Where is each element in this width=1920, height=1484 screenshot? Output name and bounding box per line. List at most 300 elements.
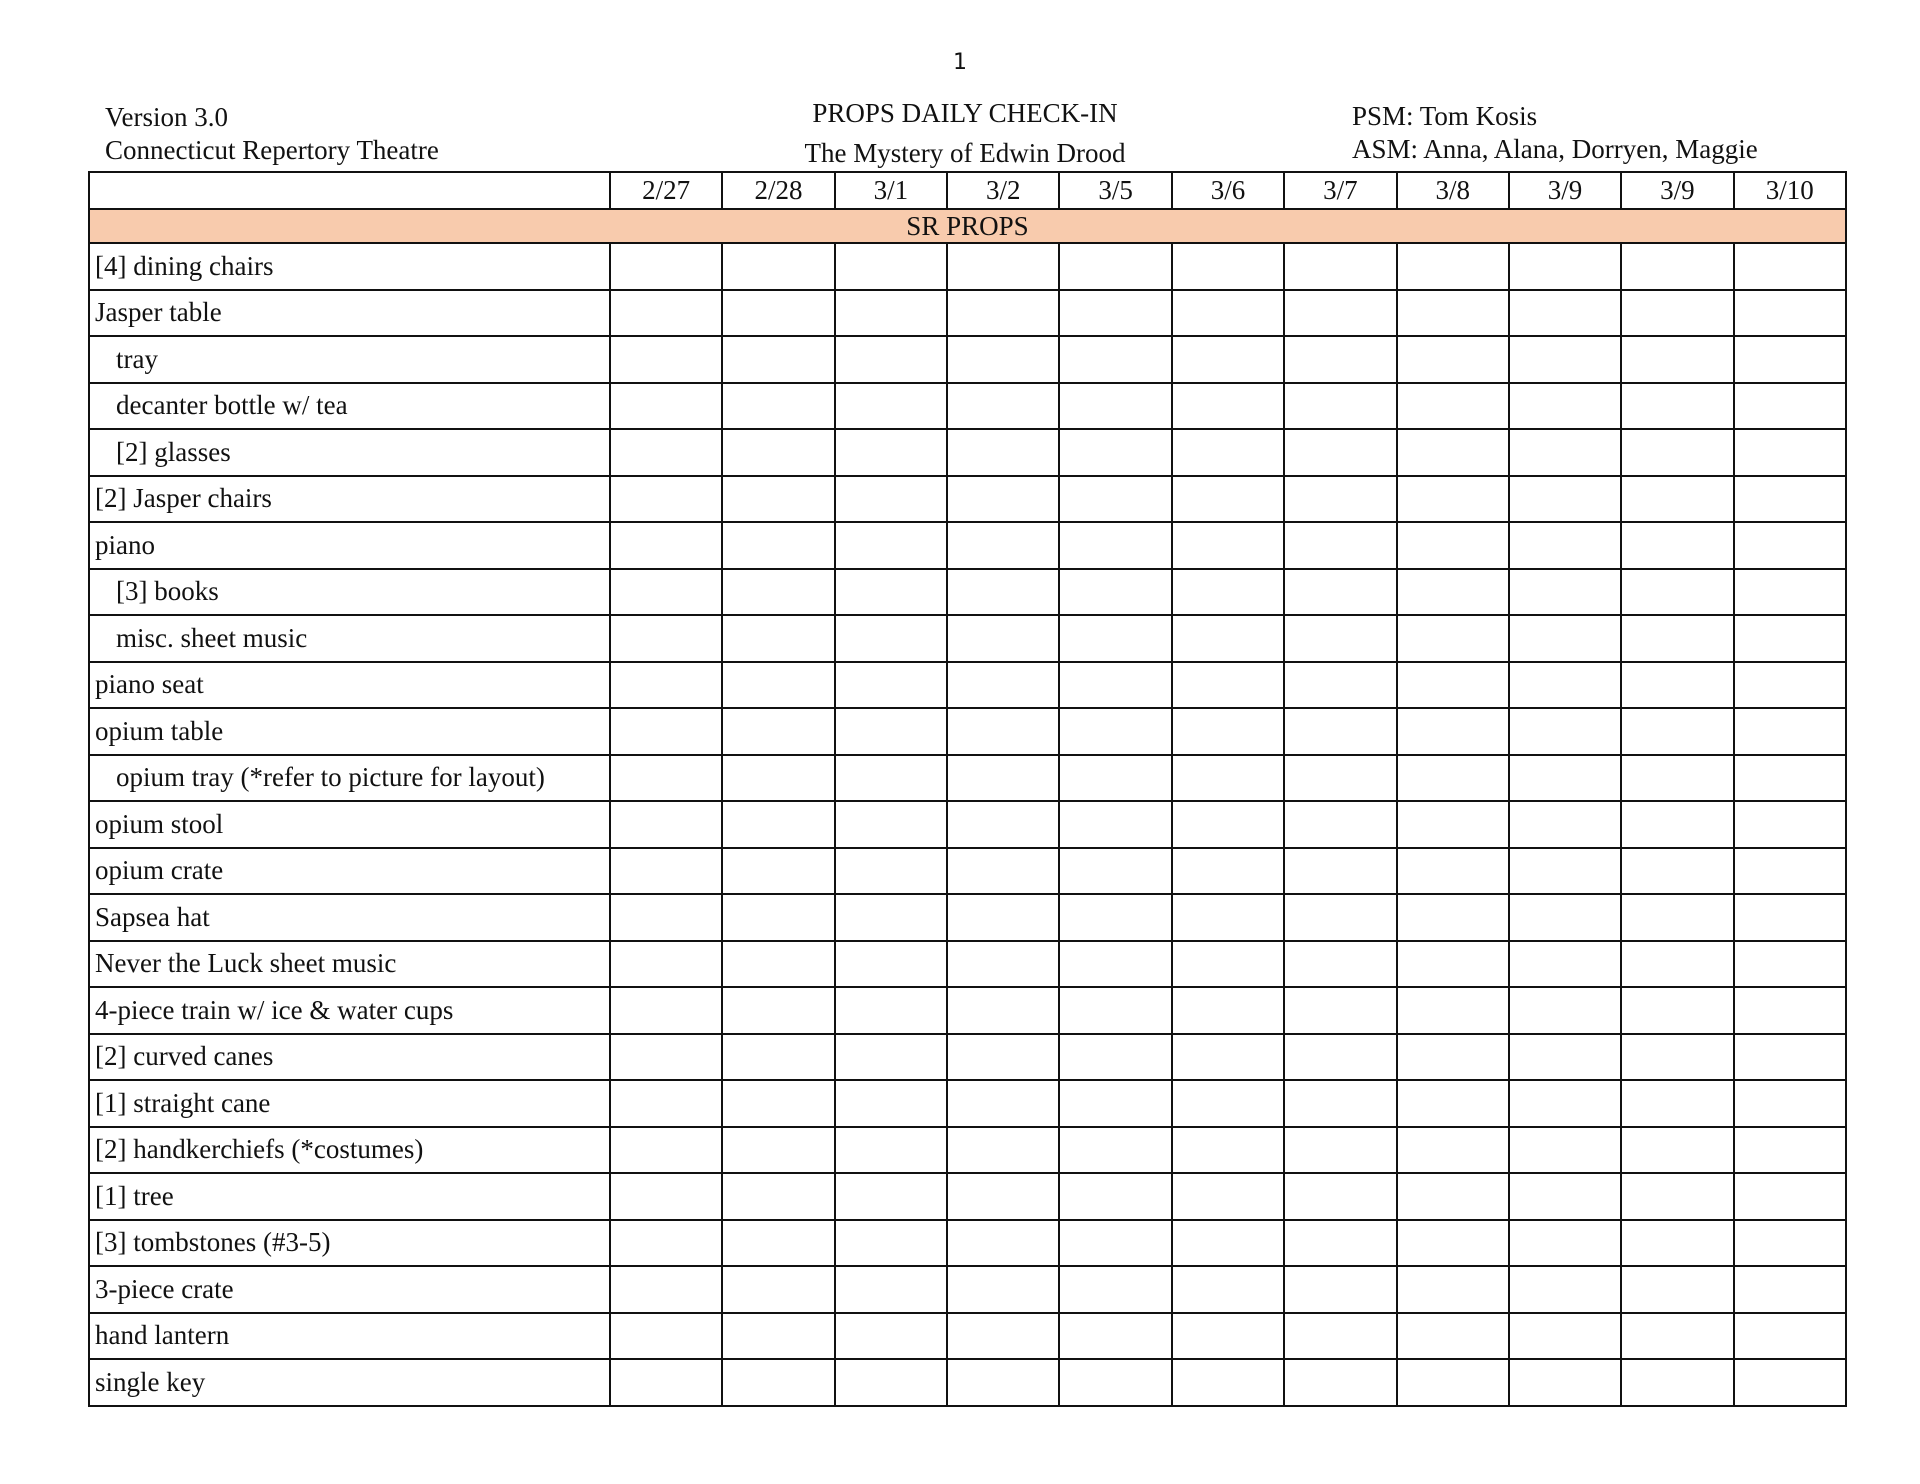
check-cell[interactable] (1059, 708, 1171, 755)
check-cell[interactable] (1397, 1313, 1509, 1360)
check-cell[interactable] (1172, 941, 1284, 988)
check-cell[interactable] (1734, 1173, 1846, 1220)
check-cell[interactable] (1059, 1359, 1171, 1406)
check-cell[interactable] (1509, 336, 1621, 383)
check-cell[interactable] (1059, 662, 1171, 709)
check-cell[interactable] (947, 476, 1059, 523)
check-cell[interactable] (1284, 801, 1396, 848)
check-cell[interactable] (947, 290, 1059, 337)
check-cell[interactable] (1621, 1220, 1733, 1267)
check-cell[interactable] (1059, 1080, 1171, 1127)
check-cell[interactable] (1059, 522, 1171, 569)
check-cell[interactable] (1172, 708, 1284, 755)
check-cell[interactable] (1621, 662, 1733, 709)
check-cell[interactable] (722, 290, 834, 337)
section-row (89, 209, 1846, 243)
check-cell[interactable] (722, 1313, 834, 1360)
check-cell[interactable] (722, 941, 834, 988)
date-header: 3/1 (835, 172, 947, 209)
check-cell[interactable] (1509, 1034, 1621, 1081)
check-cell[interactable] (1397, 1127, 1509, 1174)
check-cell[interactable] (1397, 1034, 1509, 1081)
check-cell[interactable] (835, 1173, 947, 1220)
date-header: 3/5 (1059, 172, 1171, 209)
check-cell[interactable] (1621, 615, 1733, 662)
check-cell[interactable] (1734, 755, 1846, 802)
check-cell[interactable] (1059, 1034, 1171, 1081)
check-cell[interactable] (1172, 522, 1284, 569)
check-cell[interactable] (722, 476, 834, 523)
check-cell[interactable] (1734, 1266, 1846, 1313)
check-cell[interactable] (722, 801, 834, 848)
check-cell[interactable] (722, 615, 834, 662)
check-cell[interactable] (1284, 1034, 1396, 1081)
check-cell[interactable] (722, 1080, 834, 1127)
check-cell[interactable] (835, 1313, 947, 1360)
check-cell[interactable] (947, 336, 1059, 383)
check-cell[interactable] (835, 243, 947, 290)
date-header: 2/27 (610, 172, 722, 209)
check-cell[interactable] (1509, 1080, 1621, 1127)
check-cell[interactable] (722, 1266, 834, 1313)
check-cell[interactable] (1284, 1127, 1396, 1174)
check-cell[interactable] (1284, 848, 1396, 895)
check-cell[interactable] (947, 1080, 1059, 1127)
check-cell[interactable] (1397, 1173, 1509, 1220)
prop-item-label: opium crate (89, 848, 610, 895)
check-cell[interactable] (1397, 941, 1509, 988)
check-cell[interactable] (835, 848, 947, 895)
check-cell[interactable] (1734, 615, 1846, 662)
check-cell[interactable] (947, 848, 1059, 895)
check-cell[interactable] (1284, 941, 1396, 988)
check-cell[interactable] (835, 1266, 947, 1313)
check-cell[interactable] (1621, 801, 1733, 848)
check-cell[interactable] (1284, 708, 1396, 755)
check-cell[interactable] (1284, 243, 1396, 290)
check-cell[interactable] (1397, 336, 1509, 383)
prop-item-label: tray (89, 336, 610, 383)
check-cell[interactable] (1509, 569, 1621, 616)
check-cell[interactable] (1172, 987, 1284, 1034)
check-cell[interactable] (1172, 894, 1284, 941)
check-cell[interactable] (1734, 801, 1846, 848)
check-cell[interactable] (1621, 336, 1733, 383)
check-cell[interactable] (610, 1220, 722, 1267)
check-cell[interactable] (722, 987, 834, 1034)
check-cell[interactable] (947, 801, 1059, 848)
check-cell[interactable] (947, 383, 1059, 430)
check-cell[interactable] (1397, 476, 1509, 523)
check-cell[interactable] (947, 662, 1059, 709)
check-cell[interactable] (1621, 755, 1733, 802)
check-cell[interactable] (610, 336, 722, 383)
check-cell[interactable] (1509, 987, 1621, 1034)
check-cell[interactable] (1172, 243, 1284, 290)
date-header: 3/2 (947, 172, 1059, 209)
check-cell[interactable] (1172, 1034, 1284, 1081)
check-cell[interactable] (1059, 429, 1171, 476)
check-cell[interactable] (1734, 290, 1846, 337)
check-cell[interactable] (947, 987, 1059, 1034)
check-cell[interactable] (722, 662, 834, 709)
section-header-sr-props: SR PROPS (89, 209, 1846, 243)
table-row (89, 941, 1846, 988)
check-cell[interactable] (1509, 1220, 1621, 1267)
check-cell[interactable] (1734, 894, 1846, 941)
check-cell[interactable] (1734, 1034, 1846, 1081)
check-cell[interactable] (1059, 1313, 1171, 1360)
check-cell[interactable] (1397, 243, 1509, 290)
check-cell[interactable] (1397, 894, 1509, 941)
check-cell[interactable] (1621, 429, 1733, 476)
check-cell[interactable] (1059, 336, 1171, 383)
check-cell[interactable] (610, 848, 722, 895)
check-cell[interactable] (610, 243, 722, 290)
check-cell[interactable] (947, 1127, 1059, 1174)
check-cell[interactable] (1734, 1127, 1846, 1174)
check-cell[interactable] (1172, 755, 1284, 802)
check-cell[interactable] (1172, 336, 1284, 383)
check-cell[interactable] (1172, 383, 1284, 430)
header-center (760, 93, 1170, 173)
psm-label: PSM: Tom Kosis (1352, 101, 1538, 131)
check-cell[interactable] (947, 1359, 1059, 1406)
check-cell[interactable] (835, 894, 947, 941)
check-cell[interactable] (835, 662, 947, 709)
check-cell[interactable] (1284, 615, 1396, 662)
prop-item-label: [2] handkerchiefs (*costumes) (89, 1127, 610, 1174)
check-cell[interactable] (610, 476, 722, 523)
check-cell[interactable] (1621, 708, 1733, 755)
check-cell[interactable] (1734, 987, 1846, 1034)
check-cell[interactable] (1284, 987, 1396, 1034)
check-cell[interactable] (1397, 615, 1509, 662)
check-cell[interactable] (1172, 569, 1284, 616)
table-row (89, 987, 1846, 1034)
check-cell[interactable] (1059, 290, 1171, 337)
check-cell[interactable] (610, 1127, 722, 1174)
check-cell[interactable] (1397, 290, 1509, 337)
check-cell[interactable] (610, 894, 722, 941)
check-cell[interactable] (722, 429, 834, 476)
check-cell[interactable] (835, 708, 947, 755)
check-cell[interactable] (1397, 1266, 1509, 1313)
check-cell[interactable] (1734, 848, 1846, 895)
check-cell[interactable] (1734, 1220, 1846, 1267)
version-label: Version 3.0 (105, 102, 228, 132)
check-cell[interactable] (835, 1220, 947, 1267)
table-row (89, 290, 1846, 337)
check-cell[interactable] (610, 662, 722, 709)
check-cell[interactable] (1172, 476, 1284, 523)
check-cell[interactable] (835, 1127, 947, 1174)
check-cell[interactable] (1397, 569, 1509, 616)
check-cell[interactable] (722, 755, 834, 802)
check-cell[interactable] (1621, 1034, 1733, 1081)
prop-item-label: piano seat (89, 662, 610, 709)
check-cell[interactable] (1284, 894, 1396, 941)
check-cell[interactable] (1397, 755, 1509, 802)
check-cell[interactable] (1509, 1313, 1621, 1360)
check-cell[interactable] (1284, 290, 1396, 337)
check-cell[interactable] (1284, 1220, 1396, 1267)
check-cell[interactable] (1509, 801, 1621, 848)
check-cell[interactable] (1172, 615, 1284, 662)
check-cell[interactable] (835, 1359, 947, 1406)
check-cell[interactable] (947, 941, 1059, 988)
check-cell[interactable] (1397, 708, 1509, 755)
check-cell[interactable] (835, 1034, 947, 1081)
prop-item-label: piano (89, 522, 610, 569)
check-cell[interactable] (1284, 336, 1396, 383)
check-cell[interactable] (1621, 1080, 1733, 1127)
check-cell[interactable] (1059, 569, 1171, 616)
check-cell[interactable] (1284, 1313, 1396, 1360)
check-cell[interactable] (1509, 1266, 1621, 1313)
check-cell[interactable] (1621, 383, 1733, 430)
check-cell[interactable] (1509, 662, 1621, 709)
check-cell[interactable] (610, 522, 722, 569)
check-cell[interactable] (1621, 1266, 1733, 1313)
check-cell[interactable] (1509, 755, 1621, 802)
check-cell[interactable] (1059, 383, 1171, 430)
check-cell[interactable] (1621, 1313, 1733, 1360)
check-cell[interactable] (835, 336, 947, 383)
prop-item-label: Jasper table (89, 290, 610, 337)
check-cell[interactable] (947, 1266, 1059, 1313)
check-cell[interactable] (1621, 1127, 1733, 1174)
check-cell[interactable] (1172, 801, 1284, 848)
check-cell[interactable] (1172, 848, 1284, 895)
check-cell[interactable] (1397, 522, 1509, 569)
check-cell[interactable] (947, 615, 1059, 662)
check-cell[interactable] (1172, 1080, 1284, 1127)
check-cell[interactable] (947, 755, 1059, 802)
check-cell[interactable] (835, 615, 947, 662)
check-cell[interactable] (1509, 848, 1621, 895)
check-cell[interactable] (947, 1034, 1059, 1081)
check-cell[interactable] (835, 383, 947, 430)
check-cell[interactable] (1397, 1220, 1509, 1267)
check-cell[interactable] (947, 894, 1059, 941)
check-cell[interactable] (1284, 569, 1396, 616)
check-cell[interactable] (1734, 429, 1846, 476)
check-cell[interactable] (1172, 1266, 1284, 1313)
check-cell[interactable] (722, 848, 834, 895)
check-cell[interactable] (722, 243, 834, 290)
check-cell[interactable] (1059, 755, 1171, 802)
check-cell[interactable] (947, 522, 1059, 569)
check-cell[interactable] (610, 615, 722, 662)
check-cell[interactable] (1509, 615, 1621, 662)
check-cell[interactable] (1621, 243, 1733, 290)
check-cell[interactable] (1172, 1220, 1284, 1267)
prop-item-label: opium tray (*refer to picture for layout) (89, 755, 610, 802)
check-cell[interactable] (1509, 941, 1621, 988)
check-cell[interactable] (1734, 522, 1846, 569)
check-cell[interactable] (1509, 383, 1621, 430)
check-cell[interactable] (610, 1313, 722, 1360)
check-cell[interactable] (1397, 662, 1509, 709)
check-cell[interactable] (1397, 1080, 1509, 1127)
table-row (89, 1173, 1846, 1220)
check-cell[interactable] (610, 1080, 722, 1127)
check-cell[interactable] (722, 522, 834, 569)
check-cell[interactable] (1509, 476, 1621, 523)
table-row (89, 476, 1846, 523)
check-cell[interactable] (1397, 848, 1509, 895)
check-cell[interactable] (1397, 383, 1509, 430)
check-cell[interactable] (1509, 1359, 1621, 1406)
check-cell[interactable] (1734, 336, 1846, 383)
check-cell[interactable] (1284, 1173, 1396, 1220)
check-cell[interactable] (1621, 848, 1733, 895)
check-cell[interactable] (722, 336, 834, 383)
check-cell[interactable] (1621, 941, 1733, 988)
check-cell[interactable] (1172, 1173, 1284, 1220)
check-cell[interactable] (610, 941, 722, 988)
check-cell[interactable] (1621, 476, 1733, 523)
check-cell[interactable] (1284, 755, 1396, 802)
check-cell[interactable] (1621, 1173, 1733, 1220)
check-cell[interactable] (722, 894, 834, 941)
check-cell[interactable] (1059, 1173, 1171, 1220)
check-cell[interactable] (1284, 522, 1396, 569)
check-cell[interactable] (1059, 894, 1171, 941)
check-cell[interactable] (1509, 243, 1621, 290)
check-cell[interactable] (947, 1173, 1059, 1220)
check-cell[interactable] (610, 569, 722, 616)
check-cell[interactable] (722, 1359, 834, 1406)
check-cell[interactable] (1397, 987, 1509, 1034)
check-cell[interactable] (722, 1034, 834, 1081)
check-cell[interactable] (1172, 1359, 1284, 1406)
check-cell[interactable] (947, 569, 1059, 616)
check-cell[interactable] (1059, 615, 1171, 662)
check-cell[interactable] (1059, 1266, 1171, 1313)
check-cell[interactable] (835, 429, 947, 476)
check-cell[interactable] (722, 569, 834, 616)
check-cell[interactable] (610, 1266, 722, 1313)
check-cell[interactable] (1621, 894, 1733, 941)
check-cell[interactable] (610, 1359, 722, 1406)
check-cell[interactable] (1284, 1266, 1396, 1313)
check-cell[interactable] (947, 708, 1059, 755)
check-cell[interactable] (1059, 1220, 1171, 1267)
check-cell[interactable] (610, 708, 722, 755)
check-cell[interactable] (610, 987, 722, 1034)
check-cell[interactable] (1734, 383, 1846, 430)
check-cell[interactable] (1172, 290, 1284, 337)
check-cell[interactable] (835, 987, 947, 1034)
check-cell[interactable] (1172, 1127, 1284, 1174)
check-cell[interactable] (1284, 1359, 1396, 1406)
check-cell[interactable] (722, 1127, 834, 1174)
check-cell[interactable] (1734, 662, 1846, 709)
check-cell[interactable] (1059, 987, 1171, 1034)
check-cell[interactable] (835, 569, 947, 616)
check-cell[interactable] (610, 1173, 722, 1220)
check-cell[interactable] (1734, 569, 1846, 616)
check-cell[interactable] (1284, 429, 1396, 476)
check-cell[interactable] (610, 755, 722, 802)
table-row (89, 755, 1846, 802)
check-cell[interactable] (1059, 941, 1171, 988)
check-cell[interactable] (1172, 1313, 1284, 1360)
check-cell[interactable] (1172, 662, 1284, 709)
check-cell[interactable] (610, 290, 722, 337)
check-cell[interactable] (1509, 708, 1621, 755)
check-cell[interactable] (1734, 1359, 1846, 1406)
check-cell[interactable] (835, 1080, 947, 1127)
check-cell[interactable] (947, 1220, 1059, 1267)
table-row (89, 1034, 1846, 1081)
check-cell[interactable] (1059, 848, 1171, 895)
check-cell[interactable] (1284, 383, 1396, 430)
check-cell[interactable] (1509, 894, 1621, 941)
check-cell[interactable] (1284, 662, 1396, 709)
check-cell[interactable] (1509, 522, 1621, 569)
check-cell[interactable] (835, 522, 947, 569)
check-cell[interactable] (1509, 290, 1621, 337)
check-cell[interactable] (1059, 476, 1171, 523)
check-cell[interactable] (610, 429, 722, 476)
check-cell[interactable] (835, 290, 947, 337)
check-cell[interactable] (947, 429, 1059, 476)
check-cell[interactable] (1284, 1080, 1396, 1127)
check-cell[interactable] (610, 801, 722, 848)
check-cell[interactable] (1059, 801, 1171, 848)
header-left (105, 101, 439, 167)
check-cell[interactable] (1621, 522, 1733, 569)
check-cell[interactable] (1734, 1313, 1846, 1360)
check-cell[interactable] (835, 476, 947, 523)
check-cell[interactable] (1284, 476, 1396, 523)
check-cell[interactable] (835, 801, 947, 848)
check-cell[interactable] (610, 383, 722, 430)
check-cell[interactable] (1621, 569, 1733, 616)
check-cell[interactable] (1734, 243, 1846, 290)
check-cell[interactable] (1621, 987, 1733, 1034)
check-cell[interactable] (1509, 1173, 1621, 1220)
check-cell[interactable] (722, 383, 834, 430)
check-cell[interactable] (1621, 290, 1733, 337)
check-cell[interactable] (722, 708, 834, 755)
check-cell[interactable] (1397, 801, 1509, 848)
check-cell[interactable] (610, 1034, 722, 1081)
check-cell[interactable] (1059, 1127, 1171, 1174)
check-cell[interactable] (1397, 429, 1509, 476)
check-cell[interactable] (722, 1173, 834, 1220)
check-cell[interactable] (1397, 1359, 1509, 1406)
check-cell[interactable] (835, 755, 947, 802)
check-cell[interactable] (1734, 1080, 1846, 1127)
check-cell[interactable] (1621, 1359, 1733, 1406)
check-cell[interactable] (1509, 1127, 1621, 1174)
check-cell[interactable] (1734, 476, 1846, 523)
check-cell[interactable] (835, 941, 947, 988)
check-cell[interactable] (1509, 429, 1621, 476)
check-cell[interactable] (947, 243, 1059, 290)
check-cell[interactable] (947, 1313, 1059, 1360)
check-cell[interactable] (1734, 941, 1846, 988)
check-cell[interactable] (1172, 429, 1284, 476)
check-cell[interactable] (722, 1220, 834, 1267)
prop-item-label: [4] dining chairs (89, 243, 610, 290)
check-cell[interactable] (1059, 243, 1171, 290)
check-cell[interactable] (1734, 708, 1846, 755)
